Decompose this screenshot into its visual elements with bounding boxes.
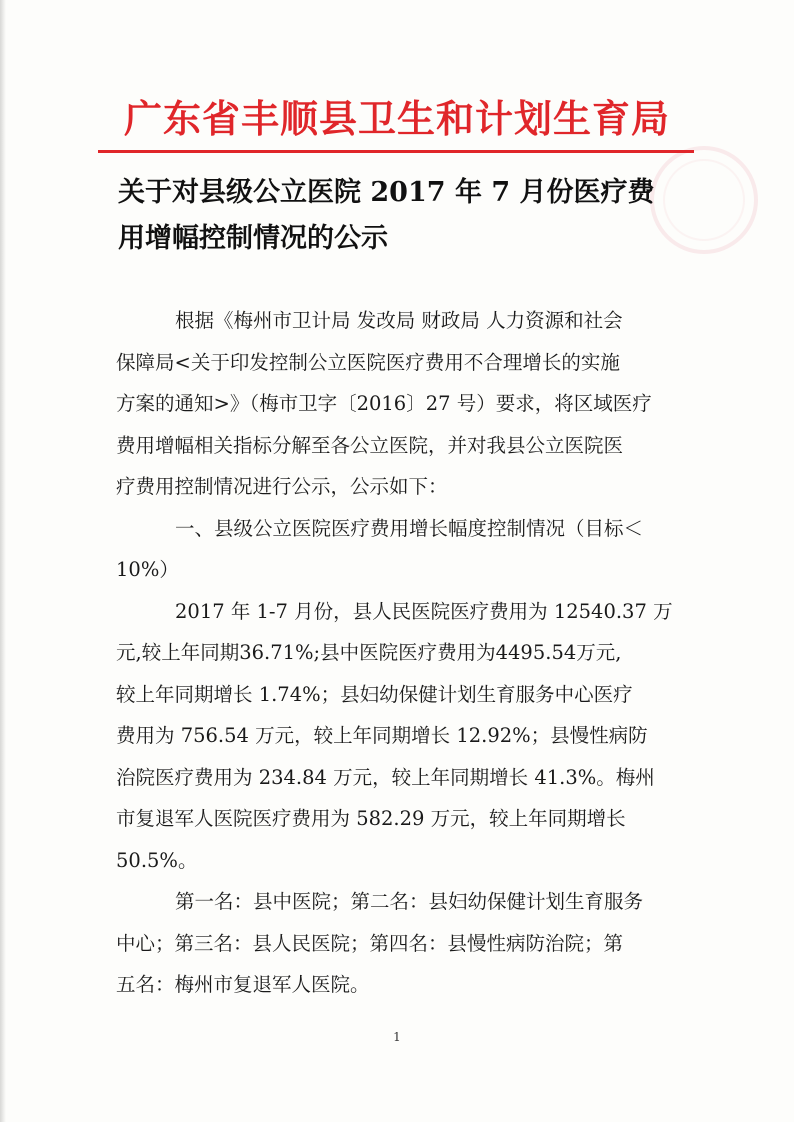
intro-paragraph (116, 300, 696, 508)
scan-edge-shadow (0, 0, 6, 1122)
text-line: 治院医疗费用为 234.84 万元，较上年同期增长 41.3%。梅州 (116, 765, 655, 789)
document-title (118, 170, 698, 262)
text-line: 50.5%。 (116, 848, 198, 872)
details-paragraph (116, 591, 696, 882)
letterhead-title: 广东省丰顺县卫生和计划生育局 (123, 96, 670, 141)
document-title-line-1: 关于对县级公立医院 2017 年 7 月份医疗费 (118, 177, 655, 208)
document-title-line-2: 用增幅控制情况的公示 (118, 223, 388, 254)
text-line: 一、县级公立医院医疗费用增长幅度控制情况（目标＜ (175, 516, 644, 540)
text-line: 费用为 756.54 万元，较上年同期增长 12.92%；县慢性病防 (116, 724, 648, 747)
text-line: 五名：梅州市复退军人医院。 (116, 973, 370, 996)
text-line: 较上年同期增长 1.74%；县妇幼保健计划生育服务中心医疗 (116, 682, 633, 706)
text-line: 2017 年 1-7 月份，县人民医院医疗费用为 12540.37 万 (175, 599, 673, 623)
text-line: 中心；第三名：县人民医院；第四名：县慢性病防治院；第 (116, 931, 624, 955)
text-line: 市复退军人医院医疗费用为 582.29 万元，较上年同期增长 (116, 807, 626, 830)
ranking-paragraph (116, 881, 696, 1006)
text-line: 方案的通知>》（梅市卫字〔2016〕27 号）要求，将区域医疗 (116, 392, 652, 415)
text-line: 费用增幅相关指标分解至各公立医院，并对我县公立医院医 (116, 433, 624, 457)
page-number: 1 (393, 1030, 401, 1044)
text-line: 元,较上年同期36.71%;县中医院医疗费用为4495.54万元, (116, 641, 622, 664)
text-line: 根据《梅州市卫计局 发改局 财政局 人力资源和社会 (175, 309, 623, 332)
text-line: 第一名：县中医院；第二名：县妇幼保健计划生育服务 (175, 890, 644, 913)
section-heading-1 (116, 508, 696, 591)
letterhead-red-rule (98, 150, 694, 153)
text-line: 10%） (116, 558, 179, 581)
text-line: 疗费用控制情况进行公示，公示如下： (116, 475, 448, 498)
document-body (116, 300, 696, 1006)
text-line: 保障局<关于印发控制公立医院医疗费用不合理增长的实施 (116, 350, 620, 374)
